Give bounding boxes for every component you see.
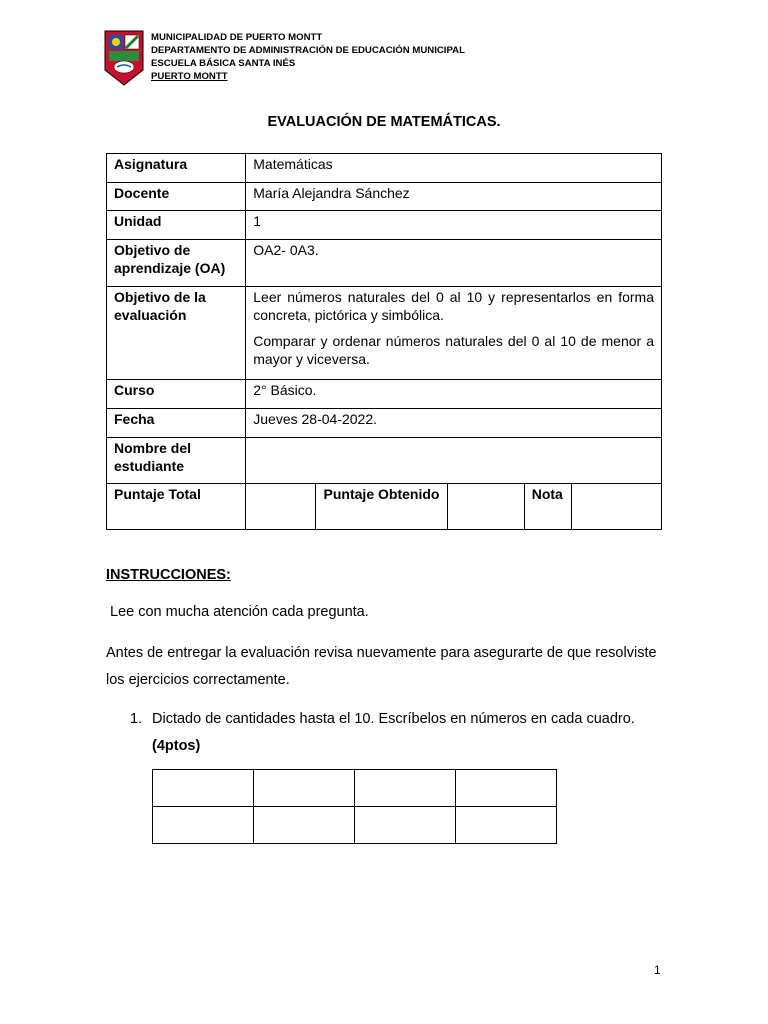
header-line-department: DEPARTAMENTO DE ADMINISTRACIÓN DE EDUCACIÓN MUNICIPAL (151, 45, 465, 56)
row-fecha (107, 409, 662, 438)
school-crest-logo (104, 30, 144, 86)
answer-cell[interactable] (456, 770, 557, 807)
value-docente: María Alejandra Sánchez (246, 183, 662, 211)
header-line-city: PUERTO MONTT (151, 71, 228, 82)
row-asignatura (107, 154, 662, 183)
value-asignatura: Matemáticas (246, 154, 662, 183)
dictation-answer-grid (152, 769, 557, 844)
answer-cell[interactable] (355, 807, 456, 844)
value-objetivo-evaluacion (246, 287, 662, 380)
instruction-read-carefully: Lee con mucha atención cada pregunta. (110, 604, 369, 620)
label-oa: Objetivo de aprendizaje (OA) (107, 240, 246, 287)
header-line-municipality: MUNICIPALIDAD DE PUERTO MONTT (151, 32, 323, 43)
nota-field[interactable] (571, 484, 661, 530)
evaluation-title: EVALUACIÓN DE MATEMÁTICAS. (267, 114, 501, 130)
label-nota: Nota (524, 484, 571, 530)
puntaje-obtenido-field[interactable] (447, 484, 524, 530)
answer-grid-row (153, 770, 557, 807)
row-objetivo-evaluacion (107, 287, 662, 380)
label-objetivo-evaluacion: Objetivo de la evaluación (107, 287, 246, 380)
row-oa (107, 240, 662, 287)
answer-cell[interactable] (153, 770, 254, 807)
question-1-text-block (152, 706, 672, 760)
label-nombre-estudiante: Nombre del estudiante (107, 438, 246, 484)
row-curso (107, 380, 662, 409)
row-puntajes (107, 484, 662, 530)
label-fecha: Fecha (107, 409, 246, 438)
question-1-number: 1. (130, 711, 143, 727)
answer-cell[interactable] (254, 770, 355, 807)
answer-cell[interactable] (153, 807, 254, 844)
answer-cell[interactable] (355, 770, 456, 807)
question-1-text: Dictado de cantidades hasta el 10. Escríbelos en números en cada cuadro. (152, 711, 635, 727)
evaluation-info-table (106, 153, 662, 530)
instruction-review: Antes de entregar la evaluación revisa nuevamente para asegurarte de que resolviste los ejercicios correctamente. (106, 645, 657, 688)
instructions-title: INSTRUCCIONES: (106, 567, 231, 583)
value-oa: OA2- 0A3. (246, 240, 662, 287)
question-1-points: (4ptos) (152, 738, 201, 754)
label-docente: Docente (107, 183, 246, 211)
value-curso: 2° Básico. (246, 380, 662, 409)
row-docente (107, 183, 662, 211)
institution-header (151, 31, 465, 83)
row-nombre-estudiante (107, 438, 662, 484)
label-unidad: Unidad (107, 211, 246, 240)
puntaje-total-field[interactable] (246, 484, 316, 530)
answer-cell[interactable] (254, 807, 355, 844)
objetivo-text-2: Comparar y ordenar números naturales del 0 al 10 de menor a mayor y viceversa. (253, 333, 654, 367)
value-unidad: 1 (246, 211, 662, 240)
student-name-field[interactable] (246, 438, 662, 484)
page-number: 1 (654, 963, 661, 977)
objetivo-text-1: Leer números naturales del 0 al 10 y representarlos en forma concreta, pictórica y simbólica. (253, 289, 654, 323)
label-puntaje-obtenido: Puntaje Obtenido (316, 484, 447, 530)
answer-grid-row (153, 807, 557, 844)
label-asignatura: Asignatura (107, 154, 246, 183)
label-puntaje-total: Puntaje Total (107, 484, 246, 530)
row-unidad (107, 211, 662, 240)
label-curso: Curso (107, 380, 246, 409)
header-line-school: ESCUELA BÁSICA SANTA INÉS (151, 58, 296, 69)
answer-cell[interactable] (456, 807, 557, 844)
value-fecha: Jueves 28-04-2022. (246, 409, 662, 438)
